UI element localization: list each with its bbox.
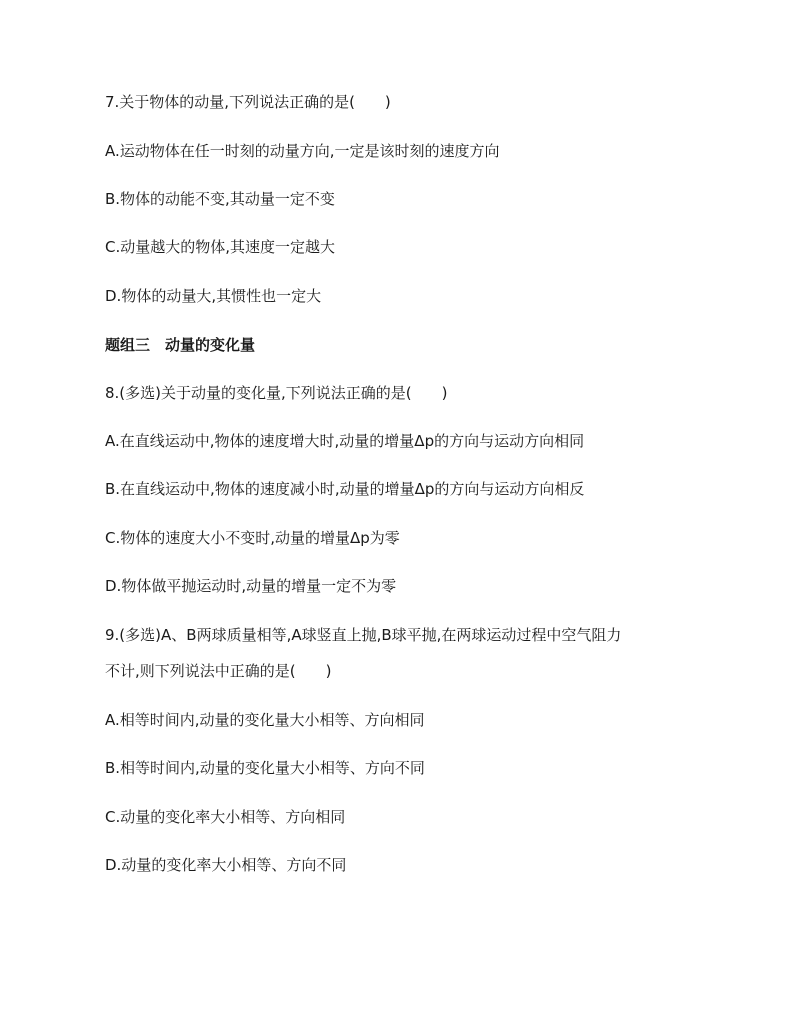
question-8-option-b: B.在直线运动中,物体的速度减小时,动量的增量Δp的方向与运动方向相反 xyxy=(105,480,585,498)
question-9-option-d: D.动量的变化率大小相等、方向不同 xyxy=(105,856,347,874)
question-9-stem-line2: 不计,则下列说法中正确的是( ) xyxy=(105,662,332,680)
question-7-stem: 7.关于物体的动量,下列说法正确的是( ) xyxy=(105,93,391,111)
question-9-option-a: A.相等时间内,动量的变化量大小相等、方向相同 xyxy=(105,711,425,729)
question-8-option-a: A.在直线运动中,物体的速度增大时,动量的增量Δp的方向与运动方向相同 xyxy=(105,432,585,450)
question-7-option-b: B.物体的动能不变,其动量一定不变 xyxy=(105,190,335,208)
question-8-option-c: C.物体的速度大小不变时,动量的增量Δp为零 xyxy=(105,529,400,547)
question-9-option-c: C.动量的变化率大小相等、方向相同 xyxy=(105,808,346,826)
question-9-option-b: B.相等时间内,动量的变化量大小相等、方向不同 xyxy=(105,759,425,777)
question-7-option-a: A.运动物体在任一时刻的动量方向,一定是该时刻的速度方向 xyxy=(105,142,500,160)
question-8-stem: 8.(多选)关于动量的变化量,下列说法正确的是( ) xyxy=(105,384,448,402)
question-8-option-d: D.物体做平抛运动时,动量的增量一定不为零 xyxy=(105,577,397,595)
question-9-stem-line1: 9.(多选)A、B两球质量相等,A球竖直上抛,B球平抛,在两球运动过程中空气阻力 xyxy=(105,626,622,644)
section-heading: 题组三 动量的变化量 xyxy=(105,336,256,354)
question-7-option-d: D.物体的动量大,其惯性也一定大 xyxy=(105,287,322,305)
question-7-option-c: C.动量越大的物体,其速度一定越大 xyxy=(105,238,336,256)
